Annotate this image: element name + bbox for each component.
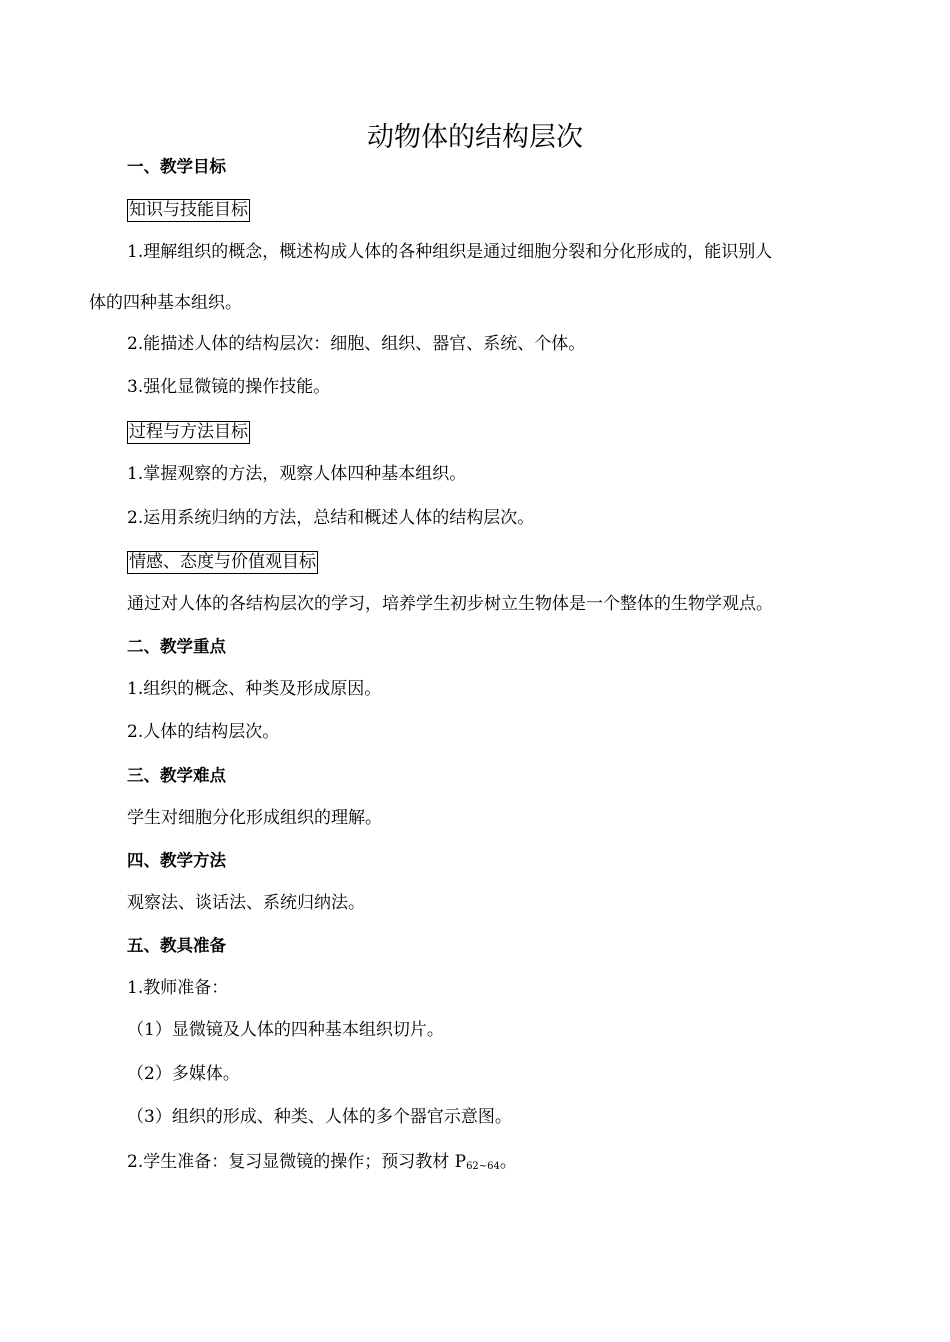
- preparation-item-3: （3）组织的形成、种类、人体的多个器官示意图。: [127, 1107, 512, 1127]
- knowledge-item-3: 3.强化显微镜的操作技能。: [127, 377, 331, 397]
- subheading-emotion: [127, 550, 318, 574]
- knowledge-item-2: 2.能描述人体的结构层次：细胞、组织、器官、系统、个体。: [127, 334, 586, 354]
- student-prep-suffix: 。: [499, 1152, 517, 1172]
- preparation-item-1: （1）显微镜及人体的四种基本组织切片。: [127, 1020, 444, 1040]
- preparation-item-2: （2）多媒体。: [127, 1064, 240, 1084]
- subheading-knowledge: [127, 198, 250, 222]
- key-point-1: 1.组织的概念、种类及形成原因。: [127, 679, 382, 699]
- boxed-label-emotion: 情感、态度与价值观目标: [129, 552, 316, 572]
- preparation-item-teacher: 1.教师准备：: [127, 978, 229, 998]
- section-heading-difficulties: 三、教学难点: [127, 766, 226, 785]
- subheading-process: [127, 420, 250, 444]
- boxed-label-process: 过程与方法目标: [129, 422, 248, 442]
- section-heading-goals: 一、教学目标: [127, 157, 226, 176]
- process-item-1: 1.掌握观察的方法，观察人体四种基本组织。: [127, 464, 467, 484]
- emotion-item-1: 通过对人体的各结构层次的学习，培养学生初步树立生物体是一个整体的生物学观点。: [127, 594, 773, 614]
- process-item-2: 2.运用系统归纳的方法，总结和概述人体的结构层次。: [127, 508, 535, 528]
- section-heading-methods: 四、教学方法: [127, 851, 226, 870]
- boxed-label-knowledge: 知识与技能目标: [129, 200, 248, 220]
- preparation-item-student: [127, 1150, 517, 1179]
- knowledge-item-1-cont: 体的四种基本组织。: [89, 293, 242, 313]
- key-point-2: 2.人体的结构层次。: [127, 722, 280, 742]
- section-heading-key-points: 二、教学重点: [127, 637, 226, 656]
- difficulty-item-1: 学生对细胞分化形成组织的理解。: [127, 808, 382, 828]
- method-item-1: 观察法、谈话法、系统归纳法。: [127, 893, 365, 913]
- section-heading-preparation: 五、教具准备: [127, 936, 226, 955]
- student-prep-text: 2.学生准备：复习显微镜的操作；预习教材 P: [127, 1152, 467, 1172]
- knowledge-item-1: 1.理解组织的概念，概述构成人体的各种组织是通过细胞分裂和分化形成的，能识别人: [127, 242, 773, 262]
- page-title: 动物体的结构层次: [367, 122, 583, 153]
- page-range-subscript: 62~64: [466, 1161, 500, 1172]
